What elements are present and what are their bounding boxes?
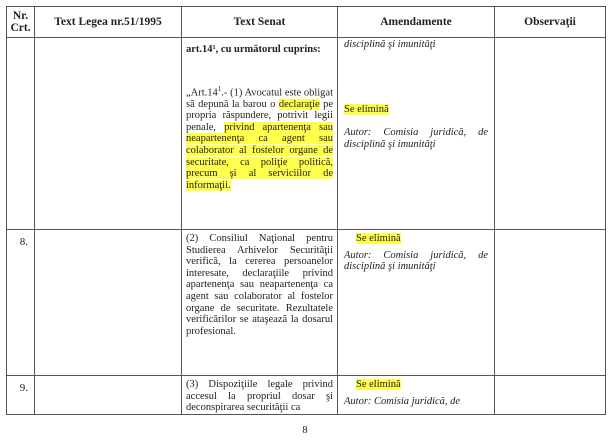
article-superscript: 1 [217, 84, 222, 93]
senat-paragraph: (3) Dispoziţiile legale privind accesul la propriul dosar şi deconspirarea securităţii ca [186, 379, 333, 414]
table-row [7, 38, 606, 230]
amendments-table [6, 6, 606, 415]
amend-status [344, 104, 488, 116]
page-number: 8 [302, 425, 308, 436]
highlight-declaratie: declaraţie [278, 98, 320, 110]
senat-article-paragraph [186, 84, 333, 192]
article-text-mid: pe propria răspundere, potrivit legii penale, [186, 98, 333, 133]
amend-continuation: disciplină şi imunităţi [344, 39, 436, 50]
amend-status [344, 379, 488, 391]
senat-paragraph: (2) Consiliul Naţional pentru Studierea Arhivelor Securităţii verifică, la cererea persoanelor interesate, declaraţiile privind apartenenţa sau neapartenenţa ca agent sau colaborator al fostelor organe de securitate. Rezultatele verificărilor se ataşează la dosarul profesional. [186, 233, 333, 337]
observatii-cell [495, 376, 606, 415]
header-text-lege: Text Legea nr.51/1995 [35, 7, 182, 38]
observatii-cell [495, 38, 606, 230]
senat-cell [182, 38, 338, 230]
senat-cell [182, 376, 338, 415]
lege-cell [35, 376, 182, 415]
header-observatii: Observaţii [495, 7, 606, 38]
se-elimina-label: Se elimină [356, 379, 401, 390]
senat-intro: art.14¹, cu următorul cuprins: [186, 44, 321, 55]
table-row [7, 376, 606, 415]
senat-cell [182, 230, 338, 376]
header-amendamente: Amendamente [338, 7, 495, 38]
header-nr-crt: Nr. Crt. [7, 7, 35, 38]
table-row [7, 230, 606, 376]
lege-cell [35, 230, 182, 376]
amend-author: Autor: Comisia juridică, de disciplină şi imunităţi [344, 249, 488, 273]
header-text-senat: Text Senat [182, 7, 338, 38]
highlight-apartenenta: privind apartenenţa sau neapartenenţa ca agent sau colaborator al fostelor organe de securitate, ca poliţie politică, precum şi al serviciilor de informaţii. [186, 121, 333, 191]
article-prefix: „Art.14 [186, 87, 218, 99]
table-header-row [7, 7, 606, 38]
observatii-cell [495, 230, 606, 376]
amendament-cell [338, 38, 495, 230]
lege-cell [35, 38, 182, 230]
amend-author: Autor: Comisia juridică, de disciplină şi imunităţi [344, 127, 488, 150]
row-number: 8. [7, 230, 35, 376]
se-elimina-label: Se elimină [344, 103, 389, 115]
amend-author: Autor: Comisia juridică, de [344, 395, 461, 407]
amendament-cell [338, 230, 495, 376]
article-text: .- (1) Avocatul este obligat să depună la barou o [186, 87, 333, 110]
row-number: 9. [7, 376, 35, 415]
row-number [7, 38, 35, 230]
se-elimina-label: Se elimină [356, 233, 401, 244]
amendament-cell [338, 376, 495, 415]
amend-status [344, 233, 488, 245]
